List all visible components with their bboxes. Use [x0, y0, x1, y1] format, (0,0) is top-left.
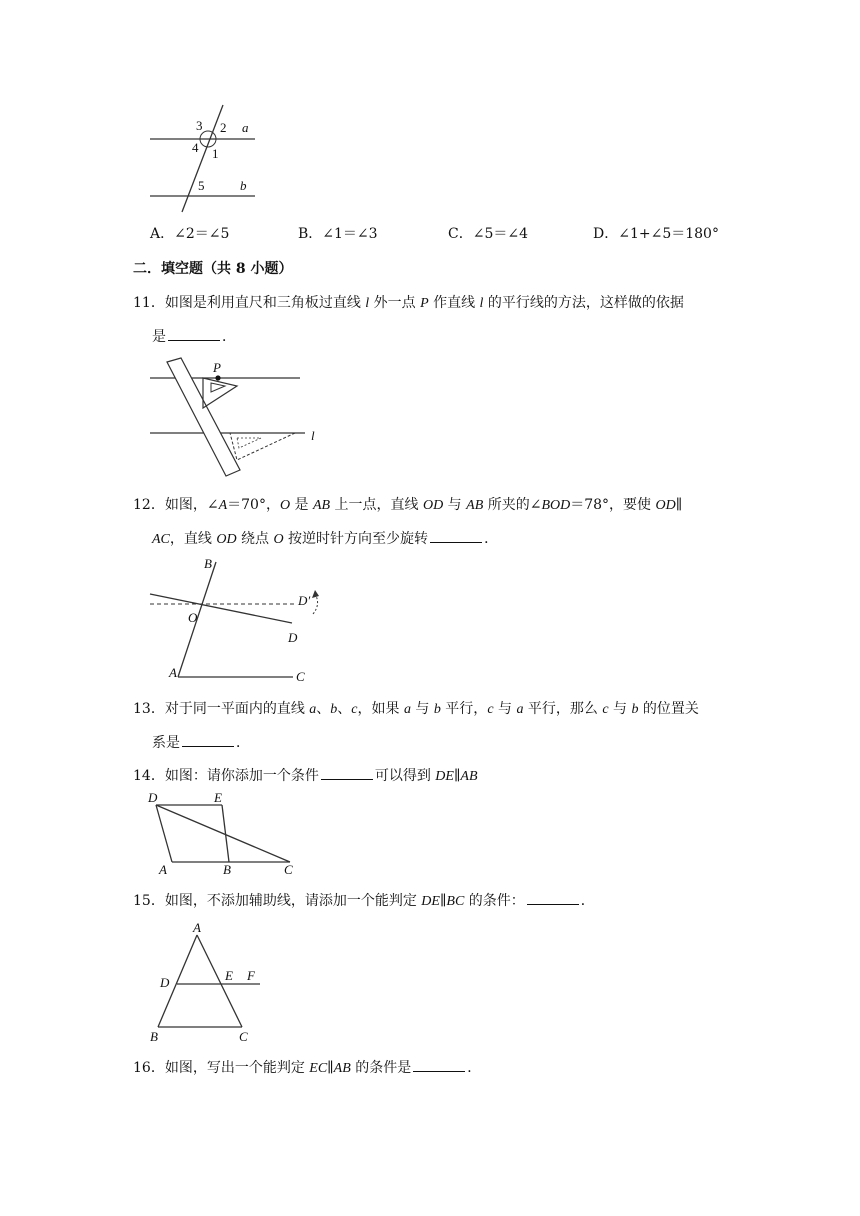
label-l: l — [311, 428, 315, 443]
answer-blank-q11[interactable] — [168, 327, 220, 341]
label-F: F — [247, 968, 255, 983]
answer-blank-q14[interactable] — [321, 766, 373, 780]
label-C: C — [296, 669, 305, 684]
label-E: E — [225, 968, 233, 983]
label-b: b — [240, 178, 247, 193]
label-1: 1 — [212, 146, 219, 161]
label-Dprime: D′ — [298, 593, 311, 608]
q11-line2: 是 ． — [152, 329, 236, 345]
q15-line1: 15．如图，不添加辅助线，请添加一个能判定 DE∥BC 的条件： ． — [133, 893, 595, 909]
label-B: B — [150, 1029, 158, 1044]
label-D: D — [148, 790, 158, 805]
q16-line1: 16．如图，写出一个能判定 EC∥AB 的条件是 ． — [133, 1060, 482, 1076]
label-A: A — [159, 862, 167, 877]
label-C: C — [284, 862, 293, 877]
label-O: O — [188, 610, 198, 625]
answer-blank-q12[interactable] — [430, 529, 482, 543]
option-d: D．∠1+∠5＝180° — [593, 226, 719, 242]
label-B: B — [204, 556, 212, 571]
figure-q14 — [145, 790, 305, 880]
q12-line1: 12．如图，∠A＝70°，O 是 AB 上一点，直线 OD 与 AB 所夹的∠BOD＝78°，要使 OD∥ — [133, 497, 683, 513]
label-D: D — [288, 630, 298, 645]
figure-q12 — [145, 556, 335, 686]
label-P: P — [213, 360, 221, 375]
option-a: A．∠2＝∠5 — [150, 226, 230, 242]
figure-q11 — [145, 358, 335, 483]
label-2: 2 — [220, 120, 227, 135]
label-E: E — [214, 790, 222, 805]
q13-line2: 系是 ． — [152, 735, 250, 751]
q13-line1: 13．对于同一平面内的直线 a、b、c，如果 a 与 b 平行，c 与 a 平行，那么 c 与 b 的位置关 — [133, 701, 699, 717]
label-D: D — [160, 975, 170, 990]
q11-line1: 11．如图是利用直尺和三角板过直线 l 外一点 P 作直线 l 的平行线的方法，这样做的依据 — [133, 295, 684, 311]
label-B: B — [223, 862, 231, 877]
label-3: 3 — [196, 118, 203, 133]
figure-q10 — [140, 100, 270, 220]
option-c: C．∠5＝∠4 — [448, 226, 528, 242]
label-5: 5 — [198, 178, 205, 193]
label-A: A — [169, 665, 177, 680]
label-a: a — [242, 120, 249, 135]
answer-blank-q15[interactable] — [527, 891, 579, 905]
answer-blank-q16[interactable] — [413, 1058, 465, 1072]
label-4: 4 — [192, 140, 199, 155]
label-C: C — [239, 1029, 248, 1044]
q12-line2: AC，直线 OD 绕点 O 按逆时针方向至少旋转 ． — [152, 531, 499, 547]
q14-line1: 14．如图：请你添加一个条件 可以得到 DE∥AB — [133, 768, 478, 784]
section-heading: 二．填空题（共 8 小题） — [133, 261, 293, 277]
answer-blank-q13[interactable] — [182, 733, 234, 747]
figure-q15 — [145, 920, 275, 1045]
option-b: B．∠1＝∠3 — [298, 226, 378, 242]
label-A: A — [193, 920, 201, 935]
